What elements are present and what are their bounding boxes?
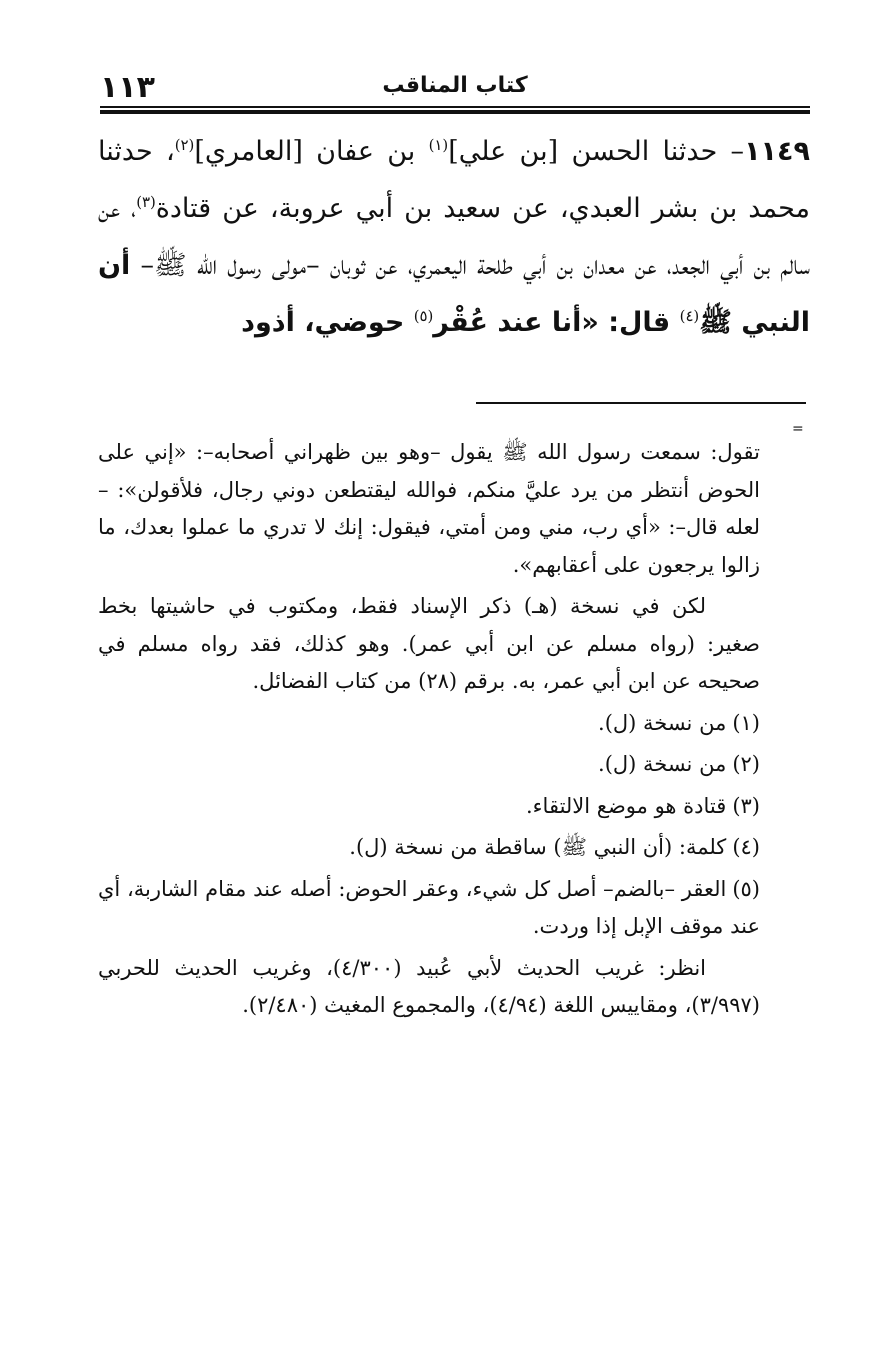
footnotes bbox=[98, 434, 760, 1029]
footnote-ref-3[interactable]: (٣) bbox=[136, 193, 156, 211]
hadith-text-part2: بن عفان [العامري] bbox=[194, 136, 429, 167]
footnote-continued-1: تقول: سمعت رسول الله ﷺ يقول –وهو بين ظهراني أصحابه–: «إني على الحوض أنتظر من يرد عليَّ منكم، فوالله ليقتطعن دوني رجال، فلأقولن»: –لعله قال–: «أي رب، مني ومن أمتي، فيقول: إنك لا تدري ما عملوا بعدك، ما زالوا يرجعون على أعقابهم». bbox=[98, 440, 760, 577]
continuation-mark: = bbox=[792, 421, 804, 437]
hadith-bold-3: حوضي، أذود bbox=[241, 307, 414, 338]
footnote-text-1: من نسخة (ل). bbox=[598, 710, 727, 735]
footnote-5 bbox=[98, 871, 760, 946]
hadith-bold-1: أن النبي ﷺ bbox=[98, 250, 810, 338]
footnote-continued-2: لكن في نسخة (هـ) ذكر الإسناد فقط، ومكتوب في حاشيتها بخط صغير: (رواه مسلم عن ابن أبي عمر). وهو كذلك، فقد رواه مسلم في صحيحه عن ابن أبي عمر، به. برقم (٢٨) من كتاب الفضائل. bbox=[98, 594, 760, 693]
footnote-number-4: (٤) bbox=[732, 835, 760, 859]
footnote-ref-1[interactable]: (١) bbox=[428, 136, 449, 154]
footnote-1 bbox=[98, 705, 760, 743]
footnote-text-4: كلمة: (أن النبي ﷺ) ساقطة من نسخة (ل). bbox=[349, 835, 727, 859]
footnote-sources: انظر: غريب الحديث لأبي عُبيد (٤/٣٠٠)، وغريب الحديث للحربي (٣/٩٩٧)، ومقاييس اللغة (٤/٩٤)، والمجموع المغيث (٢/٤٨٠). bbox=[98, 955, 760, 1017]
footnote-number-1: (١) bbox=[732, 710, 760, 735]
hadith-text-part1: – حدثنا الحسن [بن علي] bbox=[448, 136, 745, 167]
page-header bbox=[100, 70, 810, 104]
hadith-text bbox=[98, 123, 810, 351]
footnote-number-2: (٢) bbox=[732, 752, 760, 776]
footnote-ref-5[interactable]: (٥) bbox=[413, 307, 434, 325]
header-rule-thin bbox=[100, 106, 810, 108]
footnote-number-3: (٣) bbox=[732, 793, 760, 818]
hadith-bold-2: قال: «أنا عند عُقْر bbox=[433, 307, 680, 338]
footnote-4 bbox=[98, 829, 760, 867]
hadith-text-part4: ، عن سالم بن أبي الجعد، عن معدان بن أبي طلحة اليعمري، عن ثوبان –مولى رسول الله ﷺ– bbox=[98, 193, 810, 281]
hadith-text-part3: ، حدثنا محمد بن بشر العبدي، عن سعيد بن أبي عروبة، عن قتادة bbox=[98, 136, 810, 224]
footnote-ref-4[interactable]: (٤) bbox=[679, 307, 700, 325]
header-rule-thick bbox=[100, 110, 810, 114]
footnote-text-3: قتادة هو موضع الالتقاء. bbox=[526, 793, 727, 818]
footnote-separator bbox=[476, 402, 806, 404]
page-number: ١١٣ bbox=[100, 70, 155, 105]
footnote-3 bbox=[98, 788, 760, 826]
footnote-number-5: (٥) bbox=[732, 876, 760, 901]
footnote-2 bbox=[98, 746, 760, 784]
running-title: كتاب المناقب bbox=[382, 73, 528, 98]
footnote-ref-2[interactable]: (٢) bbox=[174, 136, 195, 154]
footnote-text-5: العقر –بالضم– أصل كل شيء، وعقر الحوض: أصله عند مقام الشاربة، أي عند موقف الإبل إذا وردت. bbox=[98, 876, 760, 938]
footnote-text-2: من نسخة (ل). bbox=[598, 752, 727, 776]
hadith-number: ١١٤٩ bbox=[744, 136, 810, 167]
